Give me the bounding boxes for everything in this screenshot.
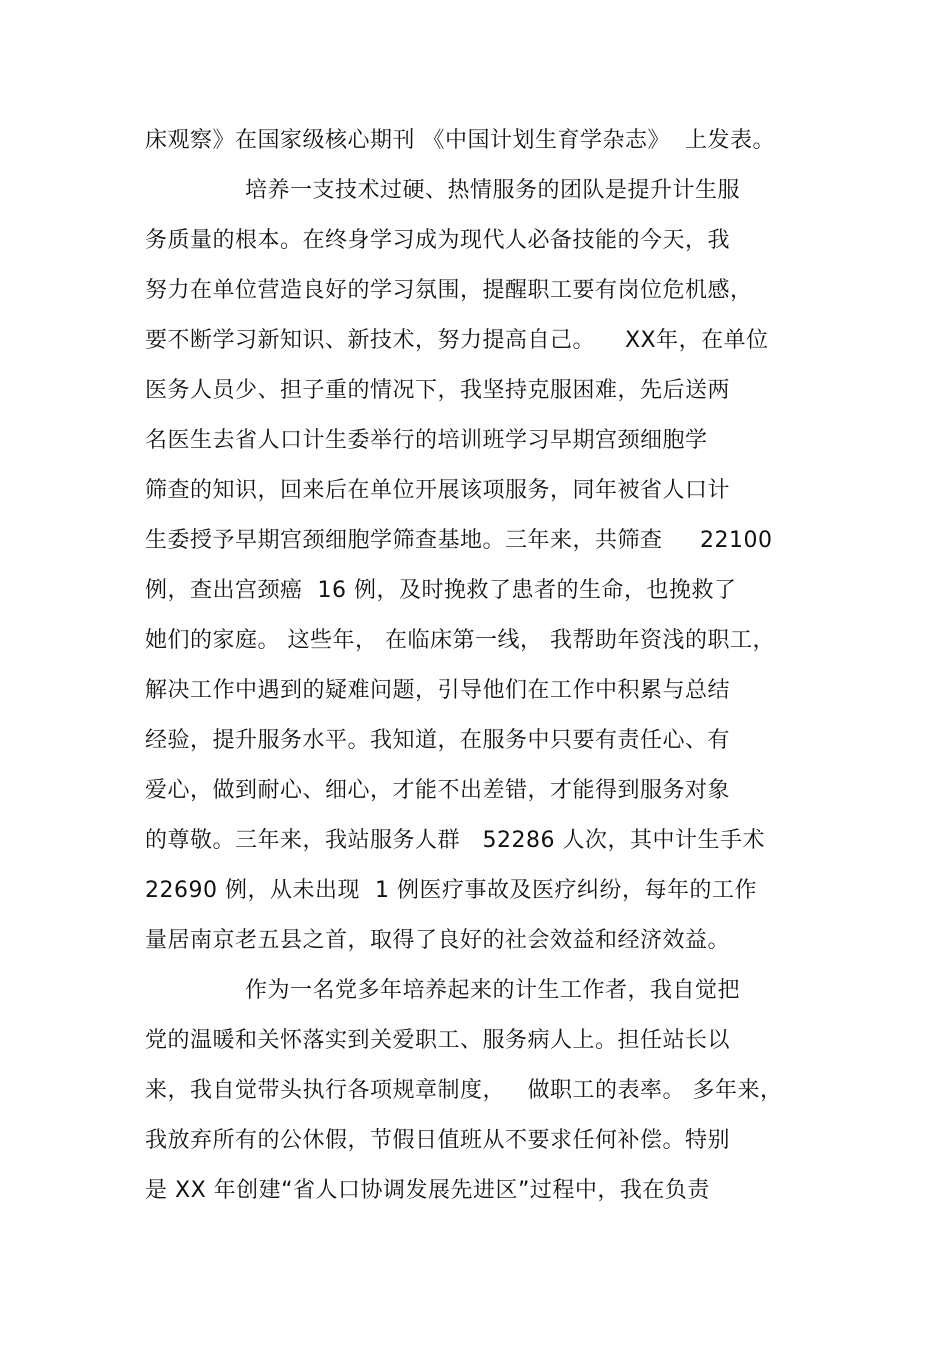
text-line: 努力在单位营造良好的学习氛围，提醒职工要有岗位危机感， <box>145 278 753 303</box>
paragraph-start-line: 培养一支技术过硬、热情服务的团队是提升计生服 <box>245 178 741 203</box>
text-line: 来，我自觉带头执行各项规章制度， 做职工的表率。 多年来， <box>145 1078 783 1103</box>
text-line: 床观察》在国家级核心期刊 《中国计划生育学杂志》 上发表。 <box>145 128 775 153</box>
text-line: 经验，提升服务水平。我知道，在服务中只要有责任心、有 <box>145 728 731 753</box>
text-line: 医务人员少、担子重的情况下，我坚持克服困难，先后送两 <box>145 378 731 403</box>
text-line: 爱心，做到耐心、细心，才能不出差错，才能得到服务对象 <box>145 778 731 803</box>
text-line: 量居南京老五县之首，取得了良好的社会效益和经济效益。 <box>145 928 731 953</box>
text-line: 解决工作中遇到的疑难问题，引导他们在工作中积累与总结 <box>145 678 731 703</box>
paragraph-start-line: 作为一名党多年培养起来的计生工作者，我自觉把 <box>245 978 741 1003</box>
text-line: 要不断学习新知识、新技术，努力提高自己。 XX年，在单位 <box>145 328 769 353</box>
text-line: 是 XX 年创建“省人口协调发展先进区”过程中，我在负责 <box>145 1178 710 1203</box>
text-line: 我放弃所有的公休假，节假日值班从不要求任何补偿。特别 <box>145 1128 731 1153</box>
text-line: 生委授予早期宫颈细胞学筛查基地。三年来，共筛查 22100 <box>145 528 773 553</box>
text-line: 的尊敬。三年来，我站服务人群 52286 人次，其中计生手术 <box>145 828 765 853</box>
text-line: 党的温暖和关怀落实到关爱职工、服务病人上。担任站长以 <box>145 1028 731 1053</box>
text-line: 她们的家庭。 这些年， 在临床第一线， 我帮助年资浅的职工， <box>145 628 775 653</box>
text-line: 名医生去省人口计生委举行的培训班学习早期宫颈细胞学 <box>145 428 708 453</box>
text-line: 例，查出宫颈癌 16 例，及时挽救了患者的生命，也挽救了 <box>145 578 737 603</box>
text-line: 22690 例，从未出现 1 例医疗事故及医疗纠纷，每年的工作 <box>145 878 757 903</box>
text-line: 务质量的根本。在终身学习成为现代人必备技能的今天，我 <box>145 228 731 253</box>
text-line: 筛查的知识，回来后在单位开展该项服务，同年被省人口计 <box>145 478 731 503</box>
